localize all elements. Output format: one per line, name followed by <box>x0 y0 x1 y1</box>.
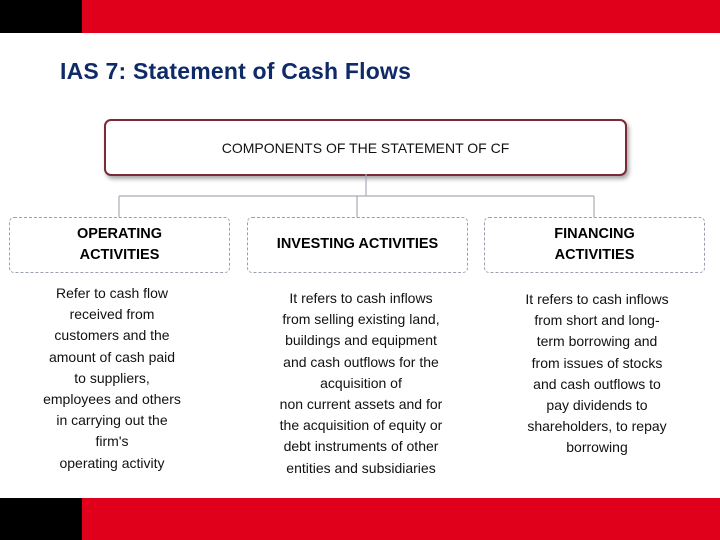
category-investing-label: INVESTING ACTIVITIES <box>276 236 439 253</box>
description-line: It refers to cash inflows <box>289 290 433 306</box>
description-line: to suppliers, <box>74 369 150 386</box>
category-operating <box>9 217 230 273</box>
investing-description <box>258 288 464 479</box>
category-operating-label-line: OPERATING <box>76 225 163 242</box>
description-line: term borrowing and <box>536 333 658 350</box>
description-line: non current assets and for <box>279 396 443 413</box>
description-line: in carrying out the <box>56 412 168 429</box>
header-band-red <box>82 0 720 33</box>
description-line: employees and others <box>43 391 181 408</box>
description-line: and cash outflows to <box>533 375 661 392</box>
description-line: received from <box>69 306 155 323</box>
category-financing-label-line: ACTIVITIES <box>554 247 635 263</box>
description-line: entities and subsidiaries <box>286 459 436 476</box>
description-line: from issues of stocks <box>531 354 663 371</box>
footer-band-black <box>0 498 82 540</box>
category-financing <box>484 217 705 273</box>
description-line: from short and long- <box>534 312 660 329</box>
category-financing-label-line: FINANCING <box>554 225 635 242</box>
description-line: Refer to cash flow <box>55 285 169 301</box>
description-line: borrowing <box>566 439 628 456</box>
operating-description <box>22 283 202 474</box>
description-line: shareholders, to repay <box>527 418 667 435</box>
description-line: customers and the <box>54 327 170 344</box>
slide-title: IAS 7: Statement of Cash Flows <box>60 58 412 84</box>
header-band-black <box>0 0 82 33</box>
description-line: It refers to cash inflows <box>525 291 669 307</box>
description-line: operating activity <box>59 454 165 471</box>
description-line: firm's <box>95 433 129 450</box>
description-line: acquisition of <box>320 374 402 391</box>
root-node <box>104 119 627 176</box>
financing-description <box>500 289 694 459</box>
description-line: from selling existing land, <box>282 311 440 328</box>
description-line: and cash outflows for the <box>283 353 439 370</box>
description-line: amount of cash paid <box>48 348 176 365</box>
description-line: pay dividends to <box>546 397 648 414</box>
description-line: the acquisition of equity or <box>279 417 443 434</box>
root-node-label: COMPONENTS OF THE STATEMENT OF CF <box>221 139 510 156</box>
description-line: debt instruments of other <box>283 438 439 455</box>
footer-band-red <box>82 498 720 540</box>
category-investing <box>247 217 468 273</box>
category-operating-label-line: ACTIVITIES <box>79 247 160 263</box>
description-line: buildings and equipment <box>285 332 437 349</box>
